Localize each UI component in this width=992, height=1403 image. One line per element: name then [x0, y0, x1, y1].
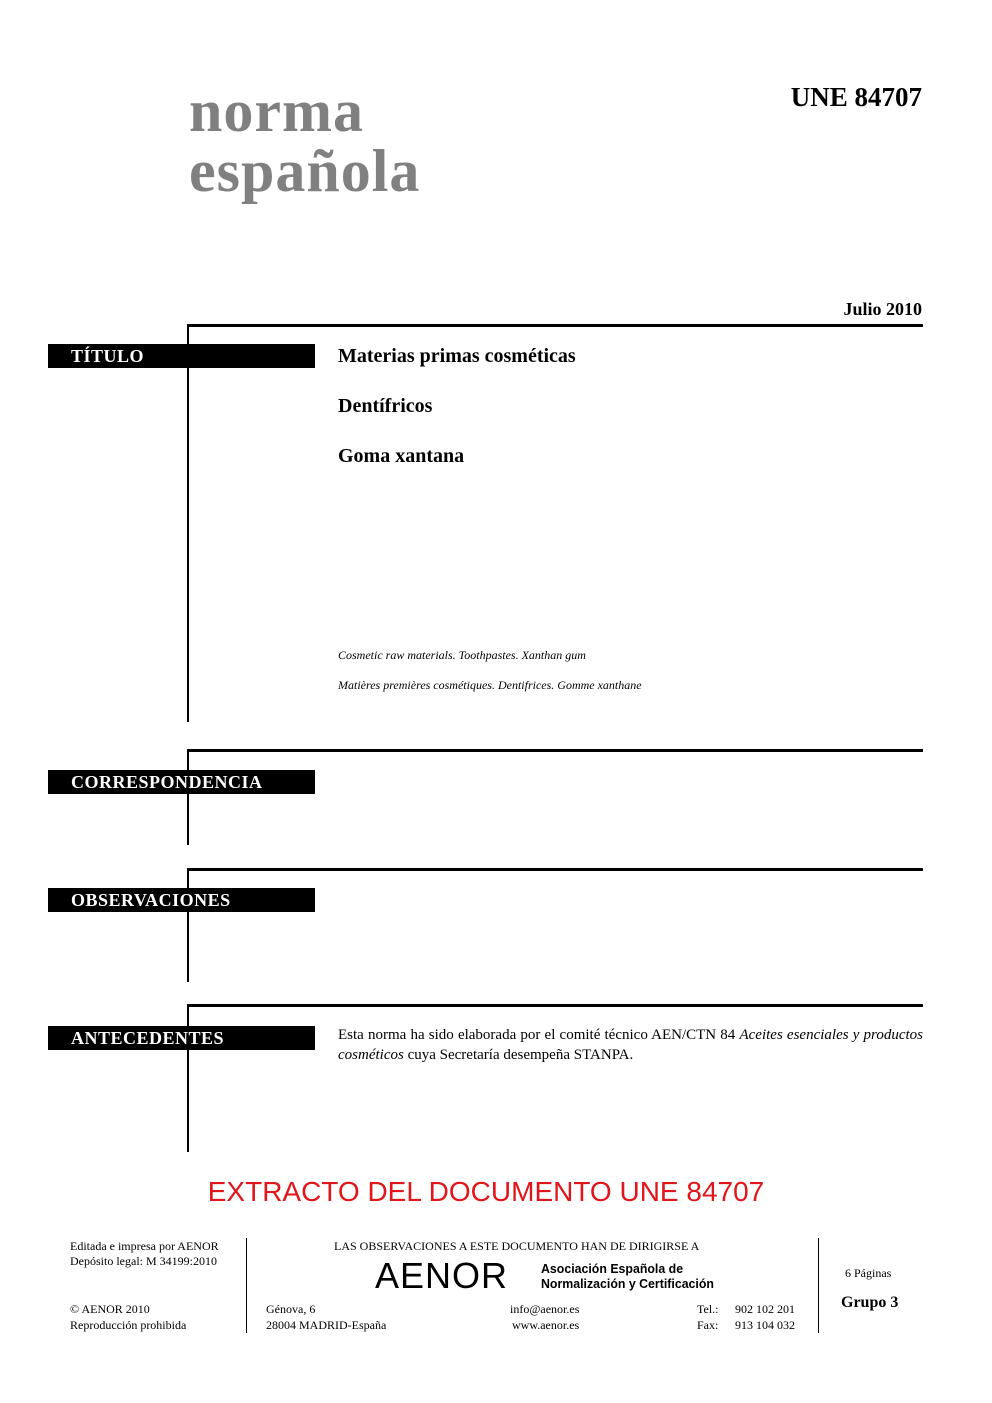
title-line-1: Materias primas cosméticas: [338, 345, 576, 367]
section-vline-correspondencia: [187, 749, 189, 845]
aenor-logo-subtitle: [541, 1261, 714, 1291]
footer-email: info@aenor.es: [510, 1302, 580, 1316]
footer-separator-left: [246, 1238, 247, 1333]
aenor-sub-line-2: Normalización y Certificación: [541, 1276, 714, 1291]
section-rule-correspondencia: [188, 749, 923, 752]
footer-fax-label: Fax:: [697, 1318, 719, 1332]
footer-deposit: Depósito legal: M 34199:2010: [70, 1254, 217, 1268]
brand-line-espanola: española: [189, 138, 421, 204]
antecedentes-text-part1: Esta norma ha sido elaborada por el comité técnico AEN/CTN 84: [338, 1027, 740, 1043]
footer-copyright: © AENOR 2010: [70, 1302, 150, 1316]
antecedentes-committee-name: Aceites esenciales y productos cosméticos: [338, 1027, 923, 1063]
footer-pages: 6 Páginas: [845, 1266, 892, 1280]
aenor-sub-line-1: Asociación Española de: [541, 1261, 684, 1276]
footer-tel: 902 102 201: [735, 1302, 795, 1316]
antecedentes-text-part2: cuya Secretaría desempeña STANPA.: [403, 1047, 634, 1063]
standard-code: UNE 84707: [790, 82, 922, 112]
section-label-titulo: TÍTULO: [48, 344, 315, 368]
section-rule-observaciones: [188, 868, 923, 871]
title-english: Cosmetic raw materials. Toothpastes. Xanthan gum: [338, 648, 586, 662]
section-vline-observaciones: [187, 868, 189, 982]
footer-observations-notice: LAS OBSERVACIONES A ESTE DOCUMENTO HAN DE DIRIGIRSE A: [334, 1239, 700, 1253]
publication-date: Julio 2010: [843, 299, 922, 319]
footer-web: www.aenor.es: [512, 1318, 580, 1332]
footer-reproduction: Reproducción prohibida: [70, 1318, 187, 1332]
section-label-observaciones: OBSERVACIONES: [48, 888, 315, 912]
section-vline-titulo: [187, 324, 189, 722]
title-line-3: Goma xantana: [338, 445, 465, 467]
footer-address-2: 28004 MADRID-España: [266, 1318, 387, 1332]
title-french: Matières premières cosmétiques. Dentifrices. Gomme xanthane: [338, 678, 642, 692]
brand-line-norma: norma: [189, 78, 364, 144]
aenor-logo-word: AENOR: [375, 1255, 509, 1296]
footer-edited: Editada e impresa por AENOR: [70, 1239, 219, 1253]
footer-separator-right: [818, 1238, 819, 1333]
footer-tel-label: Tel.:: [697, 1302, 719, 1316]
footer-address-1: Génova, 6: [266, 1302, 316, 1316]
footer-group: Grupo 3: [841, 1294, 899, 1311]
footer-fax: 913 104 032: [735, 1318, 795, 1332]
extract-notice: EXTRACTO DEL DOCUMENTO UNE 84707: [207, 1176, 765, 1207]
section-rule-titulo: [188, 324, 923, 327]
title-line-2: Dentífricos: [338, 395, 433, 417]
section-label-antecedentes: ANTECEDENTES: [48, 1026, 315, 1050]
section-rule-antecedentes: [188, 1004, 923, 1007]
antecedentes-text: [338, 1025, 923, 1065]
section-label-correspondencia: CORRESPONDENCIA: [48, 770, 315, 794]
